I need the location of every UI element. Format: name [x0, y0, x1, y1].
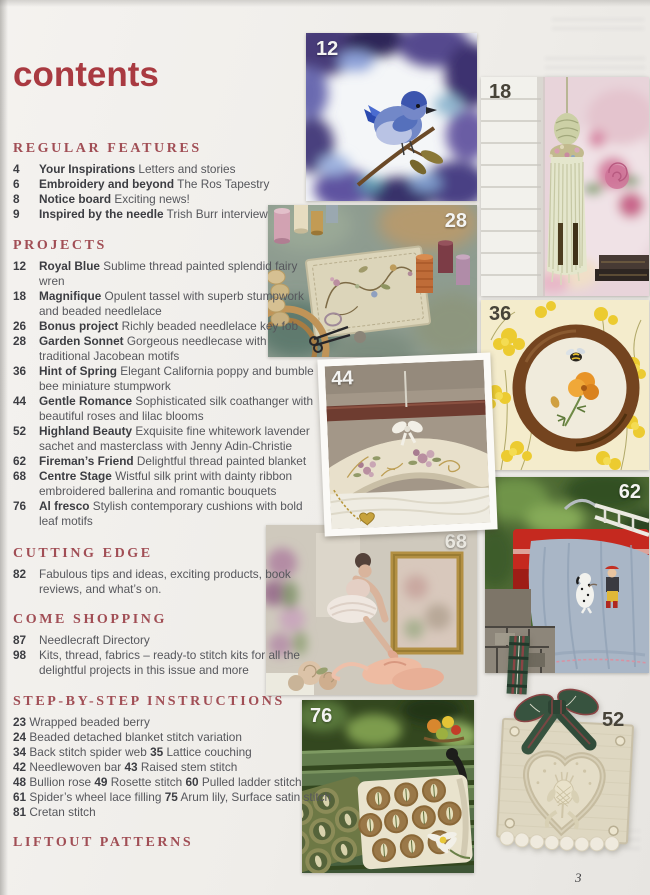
- step-num: 75: [164, 790, 178, 804]
- entry-desc: Richly beaded needlelace key fob: [121, 319, 299, 333]
- toc-entry: [13, 499, 319, 529]
- section-header-regular-features: REGULAR FEATURES: [13, 141, 202, 156]
- entry-desc: Opulent tassel with superb stumpwork and beaded needlelace: [39, 289, 304, 318]
- entry-page-num: 62: [13, 454, 27, 468]
- come-shopping-list: [13, 633, 319, 678]
- toc-entry: [13, 469, 319, 499]
- section-header-liftout-patterns: LIFTOUT PATTERNS: [13, 835, 194, 850]
- entry-page-num: 98: [13, 648, 27, 662]
- entry-title: Bonus project: [39, 319, 119, 333]
- cutting-edge-list: [13, 567, 319, 597]
- entry-desc: Sophisticated silk coathanger with beautiful roses and lilac blooms: [39, 394, 314, 423]
- section-header-cutting-edge: CUTTING EDGE: [13, 546, 153, 561]
- step-text: Cretan stitch: [29, 805, 96, 819]
- photo-page-label: 52: [602, 709, 625, 731]
- toc-entry: [13, 424, 319, 454]
- entry-desc: Elegant California poppy and bumble bee miniature stumpwork: [39, 364, 314, 393]
- entry-desc: Exquisite fine whitework lavender sachet and masterclass with Jenny Adin-Christie: [39, 424, 310, 453]
- step-num: 49: [94, 775, 108, 789]
- entry-desc: Sublime thread painted splendid fairy wren: [39, 259, 298, 288]
- step-text: Raised stem stitch: [140, 760, 238, 774]
- photo-page-label: 12: [316, 38, 339, 60]
- step-num: 81: [13, 805, 27, 819]
- entry-desc: Kits, thread, fabrics – ready-to stitch kits for all the delightful projects in this issue and more: [39, 648, 300, 677]
- toc-entry: [13, 289, 319, 319]
- entry-desc: Letters and stories: [138, 162, 236, 176]
- entry-page-num: 6: [13, 177, 20, 191]
- entry-desc: The Ros Tapestry: [177, 177, 270, 191]
- section-header-come-shopping: COME SHOPPING: [13, 612, 167, 627]
- toc-entry: [13, 192, 319, 207]
- photo-page-label: 36: [489, 303, 512, 325]
- step-entry: [13, 715, 319, 730]
- poppy-hoop-illustration: [481, 300, 649, 470]
- step-num: 48: [13, 775, 27, 789]
- entry-desc: Needlecraft Directory: [39, 633, 150, 647]
- step-entry: [13, 745, 319, 760]
- entry-page-num: 28: [13, 334, 27, 348]
- scan-top-edge: [0, 0, 650, 7]
- tassel-illustration: [481, 77, 649, 296]
- entry-title: Centre Stage: [39, 469, 112, 483]
- photo-magnifique-tassel: [481, 77, 649, 296]
- entry-page-num: 18: [13, 289, 27, 303]
- toc-entry: [13, 364, 319, 394]
- projects-list: [13, 259, 319, 529]
- step-text: Bullion rose: [29, 775, 92, 789]
- photo-highland-beauty-sachet: [478, 636, 650, 868]
- toc-entry: [13, 394, 319, 424]
- step-entry: [13, 790, 332, 805]
- entry-title: Embroidery and beyond: [39, 177, 175, 191]
- step-num: 34: [13, 745, 27, 759]
- toc-entry: [13, 648, 319, 678]
- entry-page-num: 82: [13, 567, 27, 581]
- toc-entry: [13, 177, 319, 192]
- step-num: 43: [124, 760, 138, 774]
- entry-page-num: 12: [13, 259, 27, 273]
- step-num: 61: [13, 790, 27, 804]
- step-text: Pulled ladder stitch: [201, 775, 302, 789]
- page-title: contents: [13, 55, 159, 94]
- step-text: Lattice couching: [166, 745, 252, 759]
- entry-page-num: 76: [13, 499, 27, 513]
- entry-desc: Fabulous tips and ideas, exciting products, book reviews, and what’s on.: [39, 567, 291, 596]
- photo-page-label: 76: [310, 705, 333, 727]
- step-num: 60: [185, 775, 199, 789]
- photo-royal-blue-wren: [306, 33, 477, 201]
- toc-entry: [13, 633, 319, 648]
- step-text: Beaded detached blanket stitch variation: [29, 730, 242, 744]
- entry-title: Notice board: [39, 192, 112, 206]
- step-entry: [13, 730, 319, 745]
- folio-page-number: 3: [575, 870, 582, 885]
- entry-desc: Wistful silk print with dainty ribbon embroidered ballerina and romantic bouquets: [39, 469, 293, 498]
- entry-title: Al fresco: [39, 499, 90, 513]
- entry-desc: Exciting news!: [114, 192, 190, 206]
- entry-page-num: 9: [13, 207, 20, 221]
- step-text: Back stitch spider web: [29, 745, 147, 759]
- photo-al-fresco-cushions: [302, 700, 474, 873]
- step-text: Spider’s wheel lace filling: [29, 790, 162, 804]
- photo-page-label: 18: [489, 81, 512, 103]
- entry-title: Gentle Romance: [39, 394, 133, 408]
- entry-page-num: 68: [13, 469, 27, 483]
- entry-title: Magnifique: [39, 289, 102, 303]
- step-entry: [13, 775, 319, 790]
- step-entry: [13, 760, 319, 775]
- toc-entry: [13, 567, 319, 597]
- step-num: 35: [150, 745, 164, 759]
- toc-entry: [13, 319, 319, 334]
- toc-entry: [13, 334, 319, 364]
- step-num: 24: [13, 730, 27, 744]
- entry-page-num: 44: [13, 394, 27, 408]
- step-entry: [13, 805, 319, 820]
- toc-entry: [13, 162, 319, 177]
- entry-title: Royal Blue: [39, 259, 100, 273]
- toc-entry: [13, 454, 319, 469]
- step-text: Needlewoven bar: [29, 760, 122, 774]
- entry-title: Inspired by the needle: [39, 207, 164, 221]
- entry-page-num: 8: [13, 192, 20, 206]
- entry-desc: Stylish contemporary cushions with bold leaf motifs: [39, 499, 303, 528]
- entry-page-num: 4: [13, 162, 20, 176]
- photo-page-label: 28: [444, 210, 467, 232]
- entry-page-num: 26: [13, 319, 27, 333]
- entry-page-num: 87: [13, 633, 27, 647]
- step-text: Rosette stitch: [110, 775, 183, 789]
- sachet-illustration: [478, 636, 650, 868]
- photo-hint-of-spring-hoop: [481, 300, 649, 470]
- entry-desc: Trish Burr interview: [166, 207, 268, 221]
- entry-desc: Delightful thread painted blanket: [136, 454, 307, 468]
- regular-features-list: [13, 162, 319, 222]
- toc-entry: [13, 259, 319, 289]
- section-header-projects: PROJECTS: [13, 238, 107, 253]
- photo-page-label: 44: [330, 367, 354, 391]
- entry-page-num: 36: [13, 364, 27, 378]
- table-of-contents: [13, 40, 332, 851]
- entry-desc: Gorgeous needlecase with traditional Jacobean motifs: [39, 334, 267, 363]
- step-text: Wrapped beaded berry: [29, 715, 150, 729]
- photo-page-label: 68: [444, 531, 467, 553]
- entry-title: Your Inspirations: [39, 162, 136, 176]
- entry-title: Highland Beauty: [39, 424, 133, 438]
- section-header-step-by-step: STEP-BY-STEP INSTRUCTIONS: [13, 694, 285, 709]
- step-text: Arum lily, Surface satin stitch: [180, 790, 332, 804]
- photo-page-label: 62: [618, 481, 641, 503]
- step-num: 23: [13, 715, 27, 729]
- toc-entry: [13, 207, 319, 222]
- entry-title: Hint of Spring: [39, 364, 117, 378]
- photo-gentle-romance-coathanger: [317, 352, 497, 536]
- entry-title: Fireman’s Friend: [39, 454, 134, 468]
- ghost-showthrough-text: [552, 16, 644, 30]
- entry-title: Garden Sonnet: [39, 334, 124, 348]
- entry-page-num: 52: [13, 424, 27, 438]
- step-num: 42: [13, 760, 27, 774]
- scan-left-edge: [0, 0, 8, 895]
